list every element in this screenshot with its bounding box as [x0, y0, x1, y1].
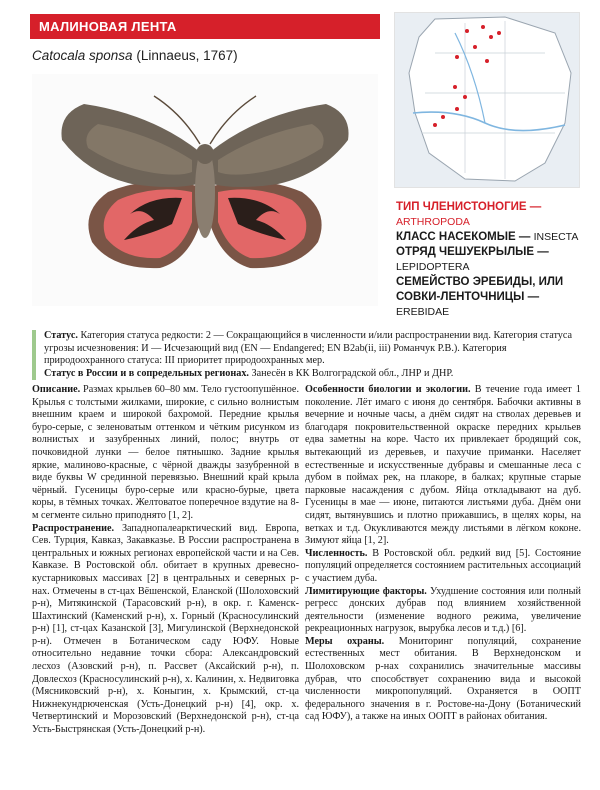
biology-paragraph: [305, 384, 581, 548]
description-paragraph: [32, 384, 299, 523]
biology-label: Особенности биологии и экологии.: [305, 384, 471, 395]
taxo-type-label: ТИП ЧЛЕНИСТОНОГИЕ —: [396, 201, 542, 213]
status-paragraph: [44, 330, 580, 368]
taxo-class-label: КЛАСС НАСЕКОМЫЕ —: [396, 231, 531, 243]
status-label: Статус.: [44, 330, 78, 341]
taxo-type: [396, 200, 582, 230]
abundance-label: Численность.: [305, 547, 368, 559]
moth-photo: [32, 74, 378, 306]
russia-status-text: Занесён в КК Волгоградской обл., ЛНР и ДНР.: [251, 367, 454, 379]
taxo-order: [396, 245, 582, 275]
biology-text: В течение года имеет 1 поколение. Лёт имаго с июня до сентября. Бабочки активны в вечерние и ночные часы, а днём сидят на стволах деревьев и благодаря покровительственной окраске передних крыльев едва заметны на коре. Часто их привлекает бродящий сок, вытекающий из деревьев, и пахучие приманки. Населяет естественные и искусственные дубравы и смешанные леса с дубом в поймах рек, на плакоре, в балках; крупные старые парковые насаждения с дубом. Яйца откладывают на дуб. Гусеницы в мае — июне, питаются листьями дуба. Днём они сидят, вытянувшись и плотно прижавшись, в щелях коры, на ветках и т.д. Окукливаются между листьями в лёгком коконе. Зимуют яйца [1, 2].: [305, 384, 581, 547]
distribution-map: [394, 12, 580, 188]
region-map-illustration: [395, 13, 579, 187]
taxo-family-latin: EREBIDAE: [396, 306, 450, 318]
limiting-paragraph: [305, 586, 581, 636]
abundance-text: В Ростовской обл. редкий вид [5]. Состояние популяций определяется состоянием растительных ассоциаций с участием дуба.: [305, 547, 582, 584]
limiting-text: Ухудшение состояния или полный регресс донских дубрав под влиянием хозяйственной деятельности (изменение водного режима, увеличение рекреационных нагрузок, вырубка лесов и т.д.) [6].: [305, 585, 581, 635]
right-column: [305, 384, 581, 724]
taxo-order-label: ОТРЯД ЧЕШУЕКРЫЛЫЕ —: [396, 246, 549, 258]
left-column: [32, 384, 299, 737]
status-block: [32, 330, 580, 380]
russia-status-paragraph: [44, 368, 580, 381]
protection-text: Мониторинг популяций, сохранение естественных мест обитания. В Верхнедонском и Шолоховском р-нах сохранились значительные массивы дубрав, что способствует сохранению вида и высокой численности микропопуляций. Охраняется в ООПТ федерального значения в г. Ростове-на-Дону (Ботанический сад ЮФУ), а также на иных ООПТ в районах обитания.: [305, 635, 581, 723]
species-title: МАЛИНОВАЯ ЛЕНТА: [39, 19, 177, 34]
taxonomy-block: [396, 200, 582, 320]
abundance-paragraph: [305, 548, 581, 586]
description-label: Описание.: [32, 384, 81, 395]
limiting-label: Лимитирующие факторы.: [305, 585, 427, 597]
status-text: Категория статуса редкости: 2 — Сокращающийся в численности и/или распространении вид. Категория статуса угрозы исчезновения: И — Исчезающий вид (EN — Endangered; EN B2ab(ii, iii) Романчук Р.В.). Категория природоохранного статуса: III приоритет природоохранных мер.: [44, 330, 573, 367]
latin-name: [32, 48, 238, 63]
protection-label: Меры охраны.: [305, 635, 385, 647]
latin-author: (Linnaeus, 1767): [136, 48, 238, 63]
taxo-family-label: СЕМЕЙСТВО ЭРЕБИДЫ, ИЛИ СОВКИ-ЛЕНТОЧНИЦЫ —: [396, 276, 564, 303]
species-title-bar: [30, 14, 380, 39]
taxo-class: [396, 230, 582, 245]
moth-illustration: [32, 74, 378, 306]
distribution-label: Распространение.: [32, 522, 115, 534]
latin-species: Catocala sponsa: [32, 48, 133, 63]
taxo-order-latin: LEPIDOPTERA: [396, 261, 470, 273]
taxo-class-latin: INSECTA: [533, 231, 579, 243]
taxo-family: [396, 275, 582, 320]
distribution-text: Западнопалеарктический вид. Европа, Сев. Турция, Кавказ, Закавказье. В России распространена в центральных и южных регионах европейской части и на Сев. Кавказе. В Ростовской обл. обитает в крупных древесно-кустарниковых массивах [2] в центральных и северных р-нах. Отмечены в ст-цах Вёшенской, Еланской (Шолоховский р-н), Митякинской (Тарасовский р-н), в окр. г. Каменск-Шахтинский (Каменский р-н), х. Горный (Красносулинский р-н) [1], ст-цах Казанской [3], Мигулинской (Верхнедонской р-н). Отмечен в Ботаническом саду ЮФУ. Новые относительно недавние точки сбора: Александровский лесхоз (Азовский р-н), п. Рассвет (Аксайский р-н), п. Довлесхоз (Красносулинский р-н), х. Калинин, х. Недвиговка (Мясниковский р-н), х. Коныгин, х. Крымский, ст-ца Нижнекундрюченская (Усть-Донецкий р-н) [4], окр. х. Четвертинский и Морозовский (Верхнедонской р-н), ст-ца Усть-Быстрянская (Усть-Донецкий р-н).: [32, 522, 299, 736]
taxo-type-latin: ARTHROPODA: [396, 216, 470, 228]
description-text: Размах крыльев 60–80 мм. Тело густоопушённое. Крылья с толстыми жилками, широкие, с сильно волнистым внешним краем и широкой бахромой. Передние крылья буро-серые, с зеленоватым оттенком и чётким рисунком из волнистых и зазубренных линий, полос; внутрь от почковидной лунки — белое пятнышко. Задние крылья яркие, малиново-красные, с чёрной дважды зазубренной в виде буквы W срединной перевязью. Внешний край крыла чёрный. Гусеницы буро-серые или красно-бурые, цвета коры, в тёмных точках. Желтоватое поперечное вздутие на 8-м сегменте сильно приподнято [1, 2].: [32, 384, 300, 521]
russia-status-label: Статус в России и в сопредельных регионах.: [44, 367, 249, 379]
protection-paragraph: [305, 636, 581, 724]
distribution-paragraph: [32, 523, 299, 737]
